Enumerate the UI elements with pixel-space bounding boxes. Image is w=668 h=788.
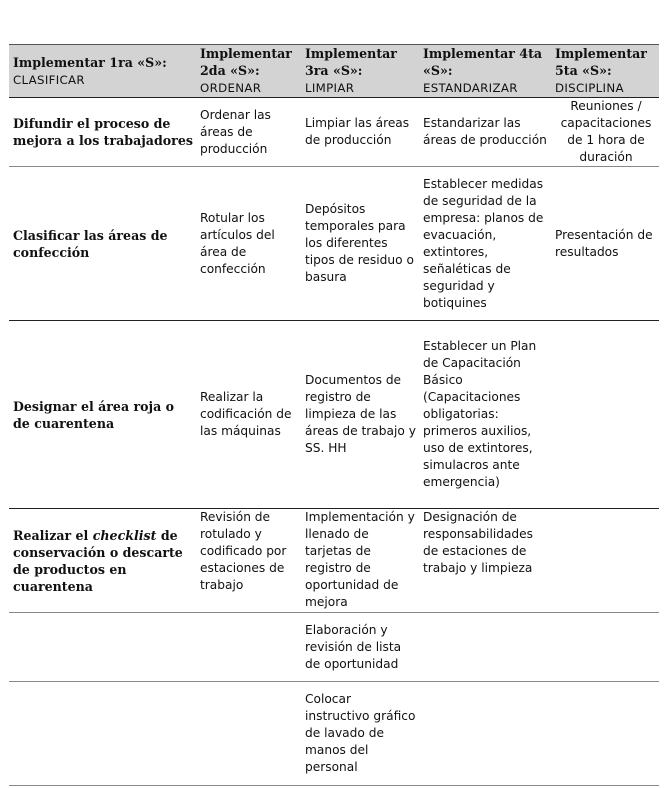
cell-clasificar <box>9 509 196 613</box>
cell-ordenar <box>196 613 301 682</box>
cell-estandarizar: Establecer medidas de seguridad de la empresa: planos de evacuación, extintores, señaléticas de seguridad y botiquines <box>419 167 551 321</box>
cell-ordenar <box>196 682 301 786</box>
cell-clasificar-em: checklist <box>92 527 157 543</box>
cell-limpiar: Limpiar las áreas de producción <box>301 98 419 167</box>
table-row <box>9 509 659 613</box>
cell-estandarizar <box>419 682 551 786</box>
header-ordenar-line2: ORDENAR <box>200 81 262 95</box>
header-clasificar-line1: Implementar 1ra «S»: <box>13 54 167 70</box>
header-disciplina-line2: DISCIPLINA <box>555 81 624 95</box>
table-row <box>9 167 659 321</box>
header-ordenar <box>196 45 301 98</box>
cell-clasificar: Clasificar las áreas de confección <box>9 167 196 321</box>
five-s-implementation-table <box>9 44 659 786</box>
table-body <box>9 98 659 786</box>
cell-estandarizar: Designación de responsabilidades de estaciones de trabajo y limpieza <box>419 509 551 613</box>
cell-disciplina: Reuniones / capacitaciones de 1 hora de duración <box>551 98 659 167</box>
table-header <box>9 45 659 98</box>
cell-estandarizar: Estandarizar las áreas de producción <box>419 98 551 167</box>
cell-disciplina <box>551 613 659 682</box>
cell-estandarizar <box>419 613 551 682</box>
cell-limpiar: Elaboración y revisión de lista de oportunidad <box>301 613 419 682</box>
cell-estandarizar: Establecer un Plan de Capacitación Básico (Capacitaciones obligatorias: primeros auxilios, uso de extintores, simulacros ante emergencia) <box>419 321 551 509</box>
header-limpiar <box>301 45 419 98</box>
cell-clasificar-pre: Realizar el <box>13 527 93 543</box>
table-row <box>9 321 659 509</box>
header-estandarizar-line1: Implementar 4ta «S»: <box>423 46 543 78</box>
cell-ordenar: Realizar la codificación de las máquinas <box>196 321 301 509</box>
table-row <box>9 682 659 786</box>
header-disciplina-line1: Implementar 5ta «S»: <box>555 46 647 78</box>
header-clasificar <box>9 45 196 98</box>
header-row <box>9 45 659 98</box>
cell-clasificar: Difundir el proceso de mejora a los trabajadores <box>9 98 196 167</box>
header-limpiar-line1: Implementar 3ra «S»: <box>305 46 397 78</box>
cell-disciplina <box>551 321 659 509</box>
table-row <box>9 613 659 682</box>
cell-disciplina <box>551 682 659 786</box>
cell-limpiar: Documentos de registro de limpieza de las áreas de trabajo y SS. HH <box>301 321 419 509</box>
header-estandarizar-line2: ESTANDARIZAR <box>423 81 518 95</box>
header-estandarizar <box>419 45 551 98</box>
cell-clasificar: Designar el área roja o de cuarentena <box>9 321 196 509</box>
cell-disciplina: Presentación de resultados <box>551 167 659 321</box>
cell-clasificar <box>9 682 196 786</box>
header-disciplina <box>551 45 659 98</box>
table-row <box>9 98 659 167</box>
cell-limpiar: Colocar instructivo gráfico de lavado de manos del personal <box>301 682 419 786</box>
cell-clasificar-post: de conservación o descarte de productos en cuarentena <box>13 527 183 594</box>
cell-limpiar: Depósitos temporales para los diferentes tipos de residuo o basura <box>301 167 419 321</box>
header-limpiar-line2: LIMPIAR <box>305 81 355 95</box>
cell-ordenar: Rotular los artículos del área de confección <box>196 167 301 321</box>
cell-clasificar <box>9 613 196 682</box>
header-clasificar-line2: CLASIFICAR <box>13 72 85 87</box>
cell-ordenar: Ordenar las áreas de producción <box>196 98 301 167</box>
cell-disciplina <box>551 509 659 613</box>
header-ordenar-line1: Implementar 2da «S»: <box>200 46 292 78</box>
cell-ordenar: Revisión de rotulado y codificado por estaciones de trabajo <box>196 509 301 613</box>
cell-limpiar: Implementación y llenado de tarjetas de registro de oportunidad de mejora <box>301 509 419 613</box>
